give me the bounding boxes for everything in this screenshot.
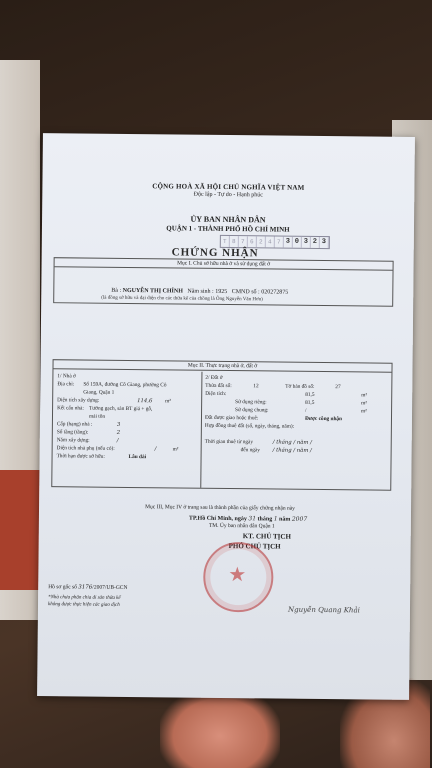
house-level-label: Cấp (hạng) nhà : [56, 421, 93, 428]
house-floors-value: 2 [116, 429, 121, 436]
serial-digit: 7 [275, 237, 284, 248]
land-area-unit: m² [361, 392, 367, 399]
house-year-label: Năm xây dựng: [56, 437, 90, 444]
serial-digit: T [221, 236, 230, 247]
land-common-label: Sử dụng chung: [235, 407, 269, 414]
house-aux-unit: m² [172, 446, 179, 453]
signing-authority: TM. Ủy ban nhân dân Quận 1 [208, 522, 275, 530]
signing-place: TP.Hồ Chí Minh, ngày [188, 515, 247, 523]
land-parcel-label: Thửa đất số: [205, 382, 232, 390]
house-address-value: Số 159A, đường Cô Giang, phường Cô [83, 381, 167, 389]
signing-day: 31 [248, 515, 257, 523]
issuer-subtitle: QUẬN 1 - THÀNH PHỐ HỒ CHÍ MINH [166, 224, 290, 234]
land-common-unit: m² [361, 408, 367, 415]
house-column [57, 372, 200, 461]
inheritance-note [48, 594, 178, 609]
house-address-label: Địa chỉ: [57, 381, 75, 388]
section-property [51, 359, 392, 491]
owner-id-number: CMND số : 020272875 [231, 289, 289, 296]
serial-digit: 3 [320, 237, 329, 248]
land-lease-to-row [205, 446, 387, 456]
land-area-label: Diện tích: [205, 390, 227, 398]
issuer-title: ỦY BAN NHÂN DÂN [190, 214, 266, 225]
signing-vice-chair: PHÓ CHỦ TỊCH [228, 542, 281, 551]
house-term-value: Lâu dài [128, 453, 147, 461]
land-map-label: Tờ bản đồ số: [285, 383, 315, 390]
land-lease-to-label: đến ngày [240, 447, 260, 454]
official-seal-icon [203, 542, 274, 613]
signing-year: 2007 [291, 515, 308, 523]
land-column [205, 374, 388, 456]
background-right-marks [392, 120, 432, 680]
serial-digit: 8 [230, 236, 239, 247]
house-structure-label: Kết cấu nhà: [57, 405, 84, 412]
land-parcel-value: 12 [253, 383, 259, 390]
land-private-label: Sử dụng riêng: [235, 399, 267, 406]
section-owner-heading: Mục I. Chủ sở hữu nhà ở và sử dụng đất ở [55, 258, 393, 271]
signing-year-label: năm [279, 516, 291, 523]
land-common-value: / [305, 407, 307, 414]
house-term-row [57, 452, 199, 461]
inheritance-note-line-1: *Nhà chưa phân chia di sản thừa kế [48, 595, 121, 601]
signing-month-label: tháng [257, 516, 273, 523]
seal-star-icon: ★ [228, 564, 247, 587]
section-continuation-note: Mục III, Mục IV ở trang sau là thành phần của giấy chứng nhận này [145, 504, 295, 512]
land-map-value: 27 [335, 384, 341, 391]
signing-kt: KT. CHỦ TỊCH [242, 532, 291, 541]
land-contract-label: Hợp đồng thuê đất (số, ngày, tháng, năm): [204, 422, 295, 430]
serial-digit: 0 [293, 237, 302, 248]
serial-digit: 4 [266, 236, 275, 247]
house-address-value-2: Giang, Quận 1 [83, 389, 115, 396]
national-title: CỘNG HOÀ XÃ HỘI CHỦ NGHĨA VIỆT NAM [152, 182, 305, 192]
house-aux-label: Diện tích nhà phụ (nếu có): [56, 445, 115, 452]
house-area-label: Diện tích xây dựng: [57, 397, 100, 404]
signing-month: 1 [273, 515, 278, 523]
registration-value: 3176 [78, 584, 93, 591]
house-aux-value: / [154, 446, 157, 453]
document-title: CHỨNG NHẬN [171, 246, 259, 260]
column-divider [200, 372, 202, 488]
certificate-page [37, 133, 415, 700]
owner-prefix: Bà : [111, 287, 122, 294]
house-floors-label: Số tầng (tầng): [56, 429, 89, 436]
house-year-value: / [116, 437, 119, 444]
house-structure-value-2: mái tôn [88, 413, 106, 420]
land-origin-label: Đất được giao hoặc thuê: [204, 414, 259, 422]
owner-note: (là đồng sở hữu và đại diện cho các thừa kế của chồng là Ông Nguyễn Văn Hơn) [101, 295, 263, 303]
house-area-value: 114,6 [137, 398, 153, 405]
owner-name: NGUYỄN THỊ CHÍNH [122, 287, 183, 295]
serial-digit: 6 [248, 236, 257, 247]
land-private-unit: m² [361, 400, 367, 407]
inheritance-note-line-2: không được thực hiện các giao dịch [47, 602, 120, 608]
house-structure-value: Tường gạch, sàn BT giả + gỗ, [89, 405, 153, 413]
registration-number [48, 584, 127, 591]
serial-digit: 3 [302, 237, 311, 248]
land-lease-from-label: Thời gian thuê từ ngày [204, 438, 254, 446]
house-title: 1/ Nhà ở [57, 373, 76, 380]
serial-digit: 2 [257, 236, 266, 247]
land-private-value: 81,5 [305, 399, 315, 406]
land-origin-value: Được công nhận [304, 415, 343, 423]
land-lease-from-value: / tháng / năm / [272, 439, 312, 446]
owner-birth-year: Năm sinh : 1925 [187, 288, 228, 296]
registration-prefix: Hồ sơ gốc số [48, 584, 77, 591]
house-term-label: Thời hạn được sở hữu: [56, 453, 105, 460]
house-level-value: 3 [116, 421, 121, 428]
land-lease-to-value: / tháng / năm / [272, 447, 312, 454]
serial-digit: 3 [284, 237, 293, 248]
serial-digit: 2 [311, 237, 320, 248]
land-title: 2/ Đất ở [205, 374, 223, 381]
serial-digit: 7 [239, 236, 248, 247]
section-property-heading: Mục II. Thực trạng nhà ở, đất ở [53, 360, 391, 373]
land-area-value: 81,5 [305, 391, 315, 398]
national-motto: Độc lập - Tự do - Hạnh phúc [193, 191, 263, 199]
house-area-unit: m² [165, 398, 171, 405]
signing-place-date [189, 515, 307, 523]
background-foot [160, 688, 280, 768]
signature: Nguyễn Quang Khải [287, 605, 360, 615]
registration-suffix: /2007/UB-GCN [92, 584, 128, 591]
